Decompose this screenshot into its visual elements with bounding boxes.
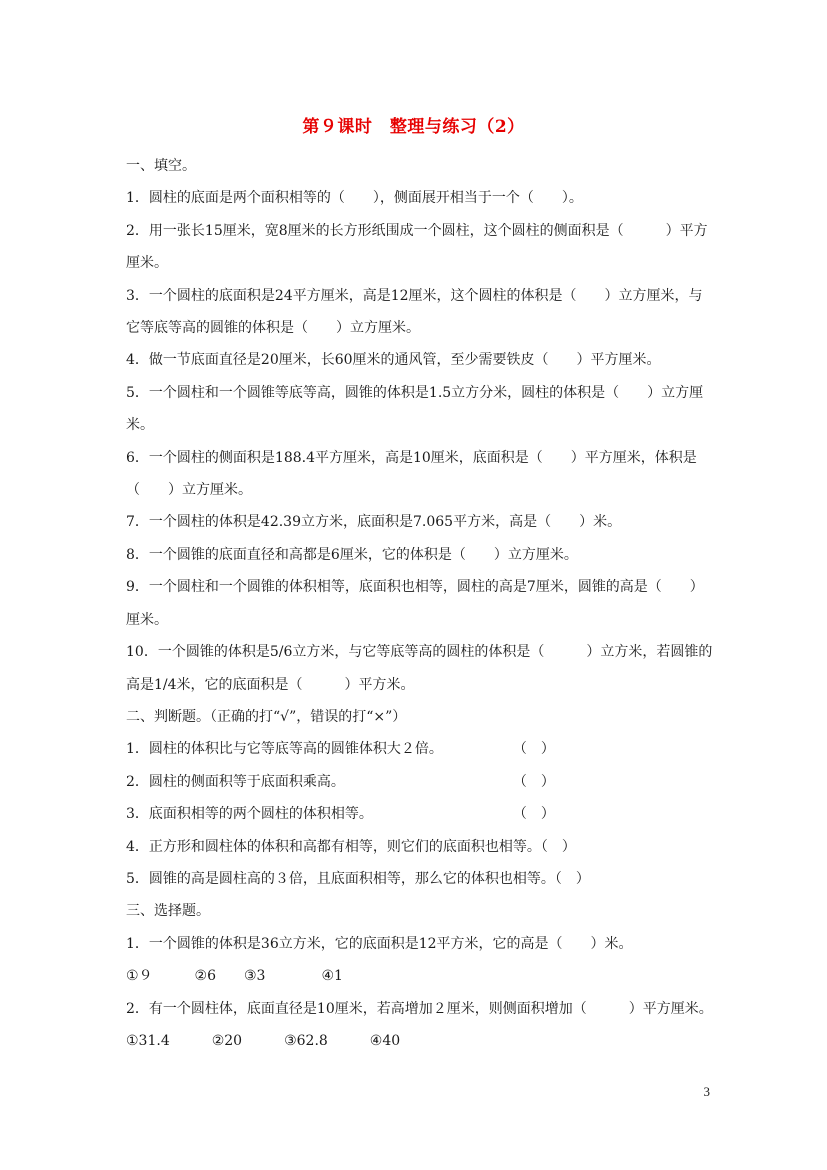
page-number: 3	[703, 1084, 710, 1099]
fill-question-10: 10．一个圆锥的体积是5/6立方米，与它等底等高的圆柱的体积是（ ）立方米，若圆锥的高是1/4米，它的底面积是（ ）平方米。	[126, 644, 713, 693]
fill-question-5: 5．一个圆柱和一个圆锥等底等高，圆锥的体积是1.5立方分米，圆柱的体积是（ ）立方厘米。	[126, 384, 704, 434]
judge-question-2: 2．圆柱的侧面积等于底面积乘高。 （ ）	[126, 773, 555, 790]
fill-question-9: 9．一个圆柱和一个圆锥的体积相等，底面积也相等，圆柱的高是7厘米，圆锥的高是（ ）厘米。	[126, 579, 704, 628]
judge-question-3: 3．底面积相等的两个圆柱的体积相等。 （ ）	[126, 806, 555, 823]
fill-question-2: 2．用一张长15厘米，宽8厘米的长方形纸围成一个圆柱，这个圆柱的侧面积是（ ）平方厘米。	[126, 222, 708, 272]
worksheet-body	[126, 150, 714, 1057]
choice-question-1: 1．一个圆锥的体积是36立方米，它的底面积是12平方米，它的高是（ ）米。	[126, 935, 633, 952]
fill-question-8: 8．一个圆锥的底面直径和高都是6厘米，它的体积是（ ）立方厘米。	[126, 546, 578, 563]
fill-question-4: 4．做一节底面直径是20厘米，长60厘米的通风管，至少需要铁皮（ ）平方厘米。	[126, 352, 661, 369]
choice-question-2: 2．有一个圆柱体，底面直径是10厘米，若高增加２厘米，则侧面积增加（ ）平方厘米。	[126, 1000, 713, 1017]
fill-question-1: 1．圆柱的底面是两个面积相等的（ ），侧面展开相当于一个（ ）。	[126, 190, 583, 207]
fill-question-3: 3．一个圆柱的底面积是24平方厘米，高是12厘米，这个圆柱的体积是（ ）立方厘米，与它等底等高的圆锥的体积是（ ）立方厘米。	[126, 287, 703, 337]
judge-question-5: 5．圆锥的高是圆柱高的３倍，且底面积相等，那么它的体积也相等。（ ）	[126, 870, 590, 887]
section-heading-choice: 三、选择题。	[126, 903, 210, 920]
section-heading-fill: 一、填空。	[126, 158, 196, 174]
judge-question-4: 4．正方形和圆柱体的体积和高都有相等，则它们的底面积也相等。（ ）	[126, 838, 576, 855]
choice-options-1: ①９ ②6 ③3 ④1	[126, 968, 343, 985]
section-heading-judge: 二、判断题。（正确的打“√”，错误的打“×”）	[126, 708, 407, 725]
judge-question-1: 1．圆柱的体积比与它等底等高的圆锥体积大２倍。 （ ）	[126, 741, 555, 758]
choice-options-2: ①31.4 ②20 ③62.8 ④40	[126, 1032, 401, 1049]
fill-question-7: 7．一个圆柱的体积是42.39立方米，底面积是7.065平方米，高是（ ）米。	[126, 514, 622, 531]
fill-question-6: 6．一个圆柱的侧面积是188.4平方厘米，高是10厘米，底面积是（ ）平方厘米，体积是（ ）立方厘米。	[126, 449, 697, 499]
page-title: 第９课时 整理与练习（2）	[302, 117, 525, 137]
